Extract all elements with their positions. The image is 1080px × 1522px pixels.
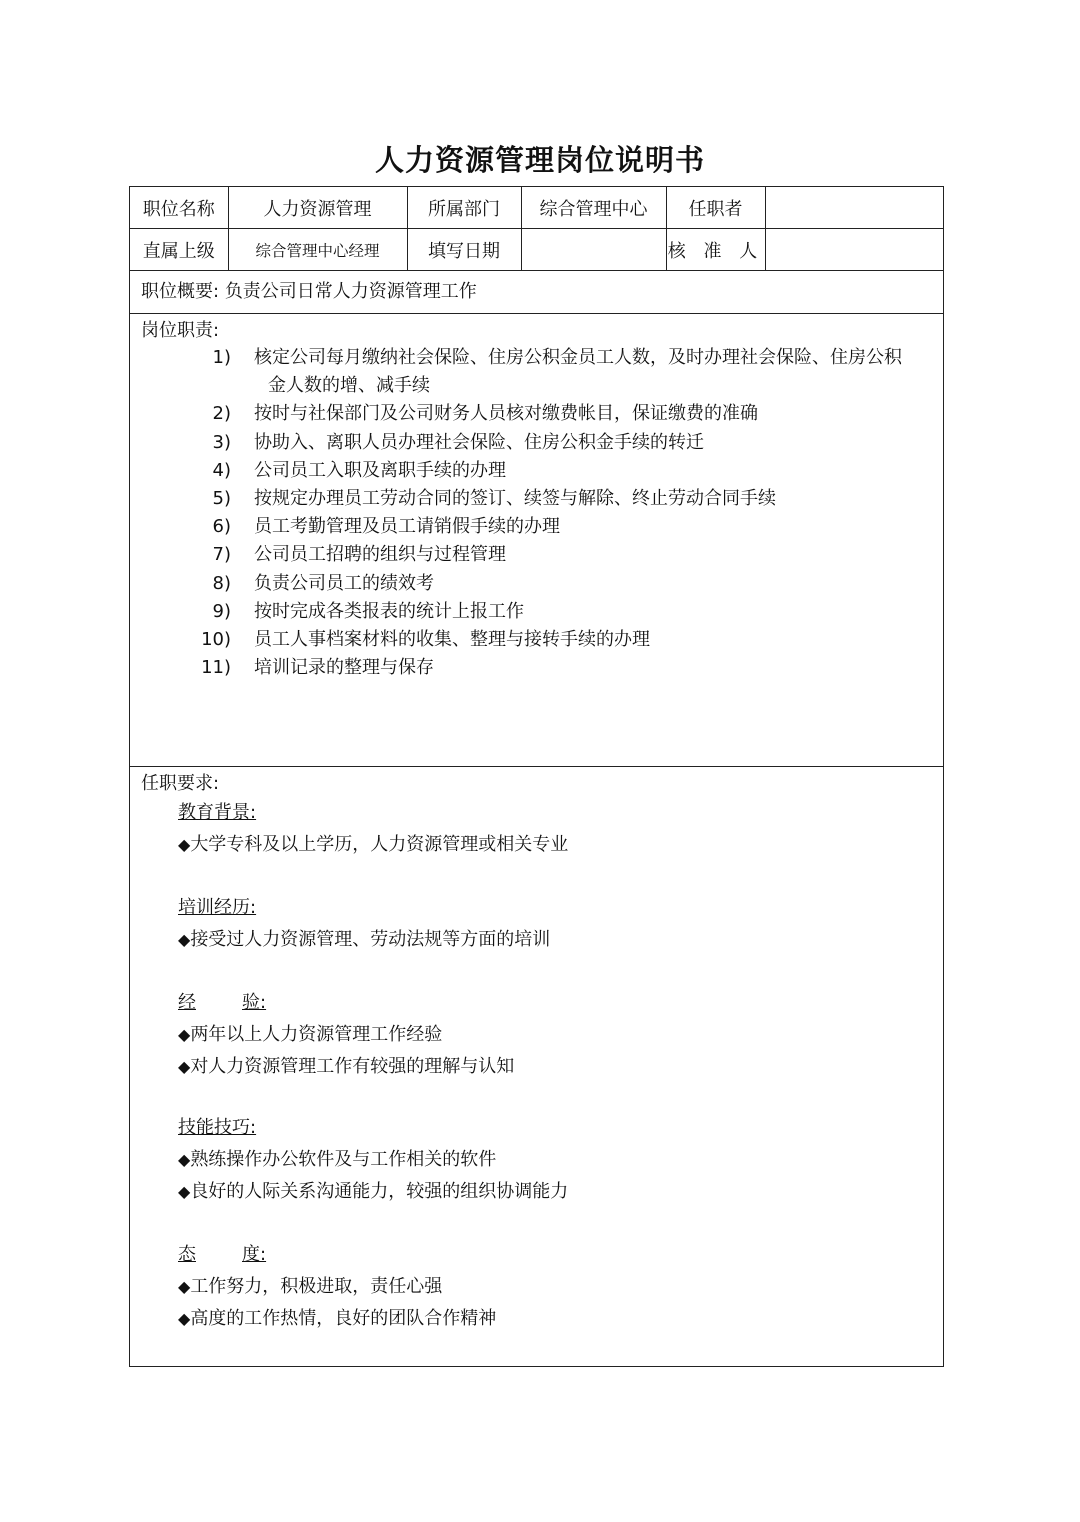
list-item: ◆接受过人力资源管理、劳动法规等方面的培训: [178, 929, 551, 950]
duty-text: 按时与社保部门及公司财务人员核对缴费帐目，保证缴费的准确: [254, 403, 758, 425]
list-item: [130, 598, 943, 626]
list-item: [130, 570, 943, 598]
diamond-bullet-icon: ◆: [178, 930, 191, 949]
education-group: [178, 797, 918, 861]
list-item: ◆对人力资源管理工作有较强的理解与认知: [178, 1056, 515, 1077]
list-item: [130, 485, 943, 513]
diamond-bullet-icon: ◆: [178, 1025, 191, 1044]
diamond-bullet-icon: ◆: [178, 1309, 191, 1328]
duty-text: 公司员工入职及离职手续的办理: [254, 459, 506, 481]
diamond-bullet-icon: ◆: [178, 1150, 191, 1169]
list-item: [130, 429, 943, 457]
summary-label: 职位概要:: [141, 281, 220, 302]
duty-text-continued: 金人数的增、减手续: [268, 375, 430, 397]
list-item: [130, 541, 943, 569]
duty-text: 协助入、离职人员办理社会保险、住房公积金手续的转迁: [254, 431, 704, 453]
supervisor-label: 直属上级: [130, 229, 228, 271]
requirements-section: [130, 767, 943, 1367]
department-label: 所属部门: [407, 187, 521, 229]
duty-text: 公司员工招聘的组织与过程管理: [254, 544, 506, 566]
diamond-bullet-icon: ◆: [178, 835, 191, 854]
duty-number: 1): [212, 347, 231, 368]
diamond-bullet-icon: ◆: [178, 1057, 191, 1076]
summary-text: 负责公司日常人力资源管理工作: [224, 281, 477, 302]
duty-text: 员工人事档案材料的收集、整理与接转手续的办理: [254, 629, 650, 651]
duty-number: 6): [212, 516, 231, 538]
list-item: [130, 400, 943, 428]
approver-label: 核 准 人: [666, 229, 765, 271]
training-heading: 培训经历:: [178, 897, 257, 918]
list-item: ◆熟练操作办公软件及与工作相关的软件: [178, 1149, 497, 1170]
position-value: 人力资源管理: [228, 187, 407, 229]
duty-number: 7): [212, 544, 231, 566]
diamond-bullet-icon: ◆: [178, 1277, 191, 1296]
duty-text: 培训记录的整理与保存: [254, 657, 434, 679]
info-row-2: [130, 229, 943, 271]
attitude-group: [178, 1239, 918, 1335]
duties-label: 岗位职责:: [141, 320, 220, 341]
list-item: ◆工作努力，积极进取，责任心强: [178, 1276, 443, 1297]
info-table: [130, 187, 943, 271]
approver-value[interactable]: [765, 229, 943, 271]
duty-number: 3): [212, 431, 231, 453]
duty-number: 5): [212, 488, 231, 510]
holder-label: 任职者: [666, 187, 765, 229]
training-group: [178, 892, 918, 956]
list-item: [130, 626, 943, 654]
duties-section: [130, 314, 943, 767]
duty-text: 按规定办理员工劳动合同的签订、续签与解除、终止劳动合同手续: [254, 488, 776, 510]
list-item: ◆大学专科及以上学历，人力资源管理或相关专业: [178, 834, 569, 855]
duty-number: 11): [201, 657, 231, 679]
skills-heading: 技能技巧:: [178, 1117, 257, 1138]
document-title: 人力资源管理岗位说明书: [374, 143, 705, 177]
job-description-form: [129, 186, 944, 1367]
duty-number: 10): [201, 629, 231, 651]
experience-heading: 经 验:: [178, 992, 267, 1013]
supervisor-value: 综合管理中心经理: [228, 229, 407, 271]
date-value[interactable]: [521, 229, 666, 271]
duty-number: 8): [212, 572, 231, 594]
duty-number: 9): [212, 600, 231, 622]
duty-number: 2): [212, 403, 231, 425]
info-row-1: [130, 187, 943, 229]
duty-text: 负责公司员工的绩效考: [254, 572, 434, 594]
list-item: ◆良好的人际关系沟通能力，较强的组织协调能力: [178, 1181, 569, 1202]
skills-group: [178, 1112, 918, 1208]
diamond-bullet-icon: ◆: [178, 1182, 191, 1201]
duty-text: 按时完成各类报表的统计上报工作: [254, 600, 524, 622]
summary-row: [130, 271, 943, 314]
list-item: [130, 513, 943, 541]
experience-group: [178, 987, 918, 1083]
duty-text: 核定公司每月缴纳社会保险、住房公积金员工人数，及时办理社会保险、住房公积: [254, 347, 902, 368]
holder-value[interactable]: [765, 187, 943, 229]
list-item: [130, 344, 943, 400]
list-item: [130, 654, 943, 682]
list-item: [130, 457, 943, 485]
date-label: 填写日期: [407, 229, 521, 271]
list-item: ◆高度的工作热情，良好的团队合作精神: [178, 1308, 497, 1329]
duty-text: 员工考勤管理及员工请销假手续的办理: [254, 516, 560, 538]
duty-number: 4): [212, 459, 231, 481]
education-heading: 教育背景:: [178, 802, 257, 823]
department-value: 综合管理中心: [521, 187, 666, 229]
attitude-heading: 态 度:: [178, 1244, 267, 1265]
list-item: ◆两年以上人力资源管理工作经验: [178, 1024, 443, 1045]
position-label: 职位名称: [130, 187, 228, 229]
requirements-label: 任职要求:: [141, 773, 220, 794]
duties-list: [130, 344, 943, 682]
